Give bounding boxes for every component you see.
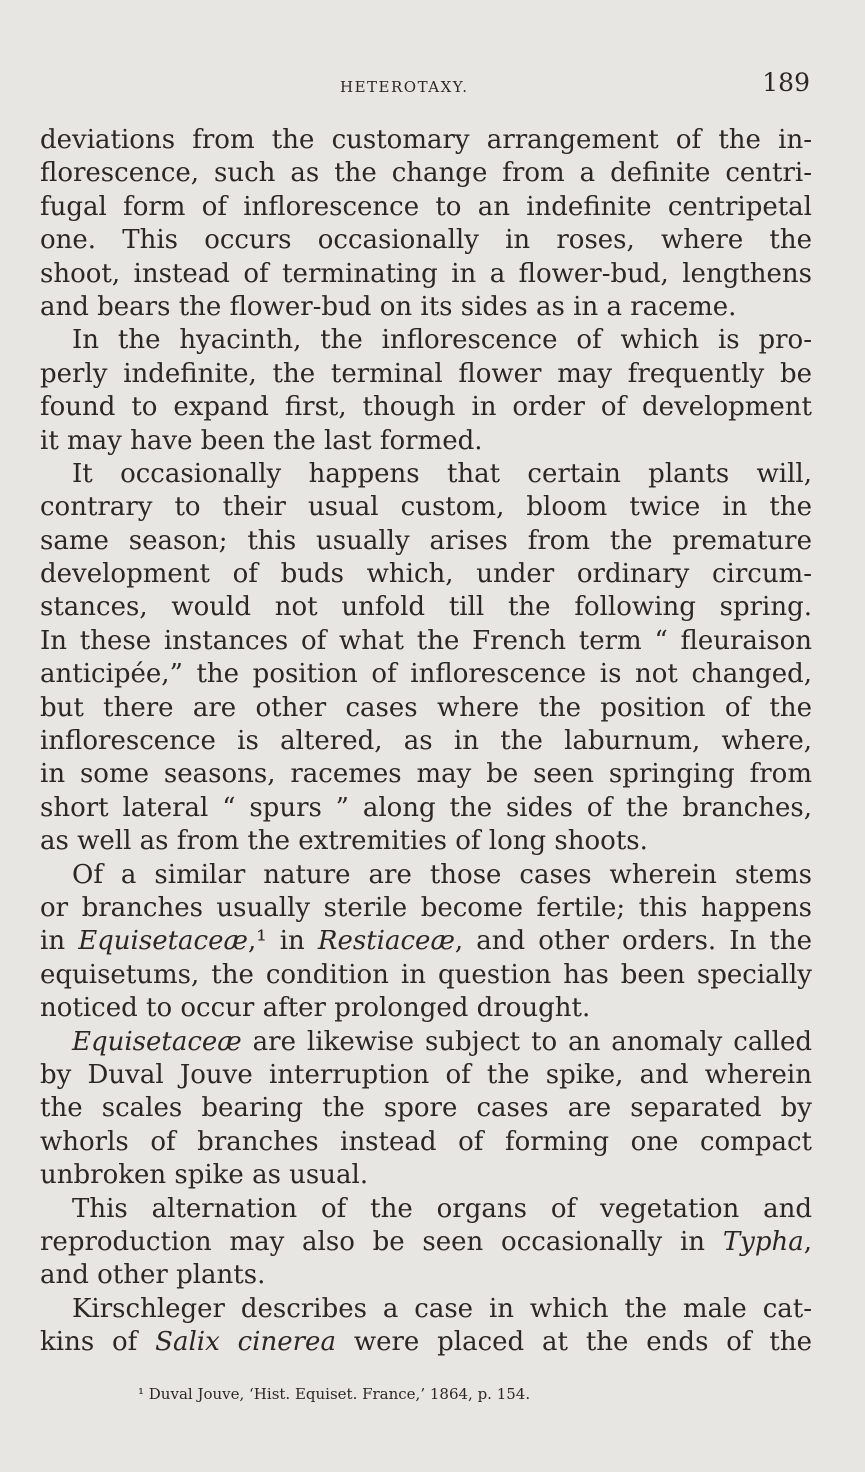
text-segment: florescence, such as the change from a definite centri-: [40, 158, 812, 189]
text-segment: but there are other cases where the position of the: [40, 692, 812, 723]
text-line: [40, 792, 812, 825]
text-segment: In the hyacinth, the inflorescence of which is pro-: [72, 325, 812, 356]
text-segment: , and other orders. In the: [454, 926, 813, 957]
text-segment: Kirschleger describes a case in which the male cat-: [72, 1293, 812, 1324]
text-line: [40, 425, 812, 458]
text-segment: ,¹ in: [247, 926, 318, 957]
text-line: [40, 525, 812, 558]
text-line: [40, 859, 812, 892]
text-segment: kins of: [40, 1327, 156, 1358]
text-line: [40, 1193, 812, 1226]
text-segment: and other plants.: [40, 1260, 266, 1291]
italic-text: Equisetaceæ: [78, 926, 248, 957]
text-segment: short lateral “ spurs ” along the sides of the branches,: [40, 792, 812, 823]
text-line: [40, 224, 812, 257]
footnote: ¹ Duval Jouve, ‘Hist. Equiset. France,’ 1864, p. 154.: [138, 1385, 531, 1403]
text-line: [40, 1293, 812, 1326]
text-line: [40, 324, 812, 357]
italic-text: Restiaceæ: [317, 926, 455, 957]
text-segment: equisetums, the condition in question has been specially: [40, 959, 812, 990]
text-segment: development of buds which, under ordinary circum-: [40, 559, 812, 590]
text-segment: are likewise subject to an anomaly called: [241, 1026, 812, 1057]
text-segment: found to expand first, though in order of development: [40, 392, 812, 423]
text-line: [40, 558, 812, 591]
running-head: [40, 66, 810, 102]
text-line: [40, 1026, 812, 1059]
text-segment: This alternation of the organs of vegetation and: [72, 1193, 812, 1224]
text-line: [40, 391, 812, 424]
text-segment: stances, would not unfold till the following spring.: [40, 592, 812, 623]
text-segment: same season; this usually arises from the premature: [40, 525, 812, 556]
text-segment: one. This occurs occasionally in roses, where the: [40, 225, 812, 256]
italic-text: Typha: [722, 1226, 804, 1257]
text-line: [40, 692, 812, 725]
body-text: [40, 124, 812, 1359]
text-segment: whorls of branches instead of forming one compact: [40, 1126, 812, 1157]
text-line: [40, 1126, 812, 1159]
text-segment: deviations from the customary arrangement of the in-: [40, 125, 812, 155]
text-line: [40, 1259, 812, 1292]
text-segment: as well as from the extremities of long shoots.: [40, 826, 648, 857]
text-segment: perly indefinite, the terminal flower may frequently be: [40, 358, 812, 389]
text-line: [40, 1092, 812, 1125]
text-line: [40, 625, 812, 658]
text-line: [40, 591, 812, 624]
text-line: [40, 758, 812, 791]
text-line: [40, 1326, 812, 1359]
text-line: [40, 124, 812, 157]
page-number: 189: [762, 68, 810, 97]
text-line: [40, 1226, 812, 1259]
text-segment: by Duval Jouve interruption of the spike, and wherein: [40, 1059, 812, 1090]
text-line: [40, 191, 812, 224]
italic-text: Equisetaceæ: [72, 1026, 242, 1057]
text-segment: it may have been the last formed.: [40, 425, 483, 456]
text-line: [40, 658, 812, 691]
text-segment: inflorescence is altered, as in the laburnum, where,: [40, 726, 812, 757]
text-segment: noticed to occur after prolonged drought.: [40, 993, 591, 1024]
text-segment: It occasionally happens that certain plants will,: [72, 458, 812, 489]
text-segment: the scales bearing the spore cases are separated by: [40, 1093, 812, 1124]
text-segment: fugal form of inflorescence to an indefinite centripetal: [40, 191, 812, 222]
text-segment: in some seasons, racemes may be seen springing from: [40, 759, 812, 790]
text-line: [40, 959, 812, 992]
text-segment: in: [40, 926, 79, 957]
text-line: [40, 458, 812, 491]
text-segment: unbroken spike as usual.: [40, 1160, 369, 1191]
italic-text: Salix cinerea: [155, 1327, 336, 1358]
text-line: [40, 291, 812, 324]
text-line: [40, 725, 812, 758]
text-line: [40, 925, 812, 958]
text-line: [40, 358, 812, 391]
text-segment: In these instances of what the French term “ fleuraison: [40, 625, 812, 656]
text-segment: were placed at the ends of the: [335, 1327, 812, 1358]
text-segment: shoot, instead of terminating in a flower-bud, lengthens: [40, 258, 812, 289]
text-segment: contrary to their usual custom, bloom twice in the: [40, 492, 812, 523]
text-line: [40, 992, 812, 1025]
text-line: [40, 258, 812, 291]
text-segment: ,: [803, 1226, 812, 1257]
text-segment: and bears the flower-bud on its sides as in a raceme.: [40, 291, 737, 322]
running-head-title: HETEROTAXY.: [340, 78, 469, 96]
text-line: [40, 1159, 812, 1192]
text-segment: anticipée,” the position of inflorescence is not changed,: [40, 659, 812, 690]
text-line: [40, 825, 812, 858]
text-line: [40, 157, 812, 190]
text-segment: reproduction may also be seen occasionally in: [40, 1226, 723, 1257]
text-segment: or branches usually sterile become fertile; this happens: [40, 892, 812, 923]
text-line: [40, 491, 812, 524]
text-line: [40, 1059, 812, 1092]
text-line: [40, 892, 812, 925]
text-segment: Of a similar nature are those cases wherein stems: [72, 859, 812, 890]
